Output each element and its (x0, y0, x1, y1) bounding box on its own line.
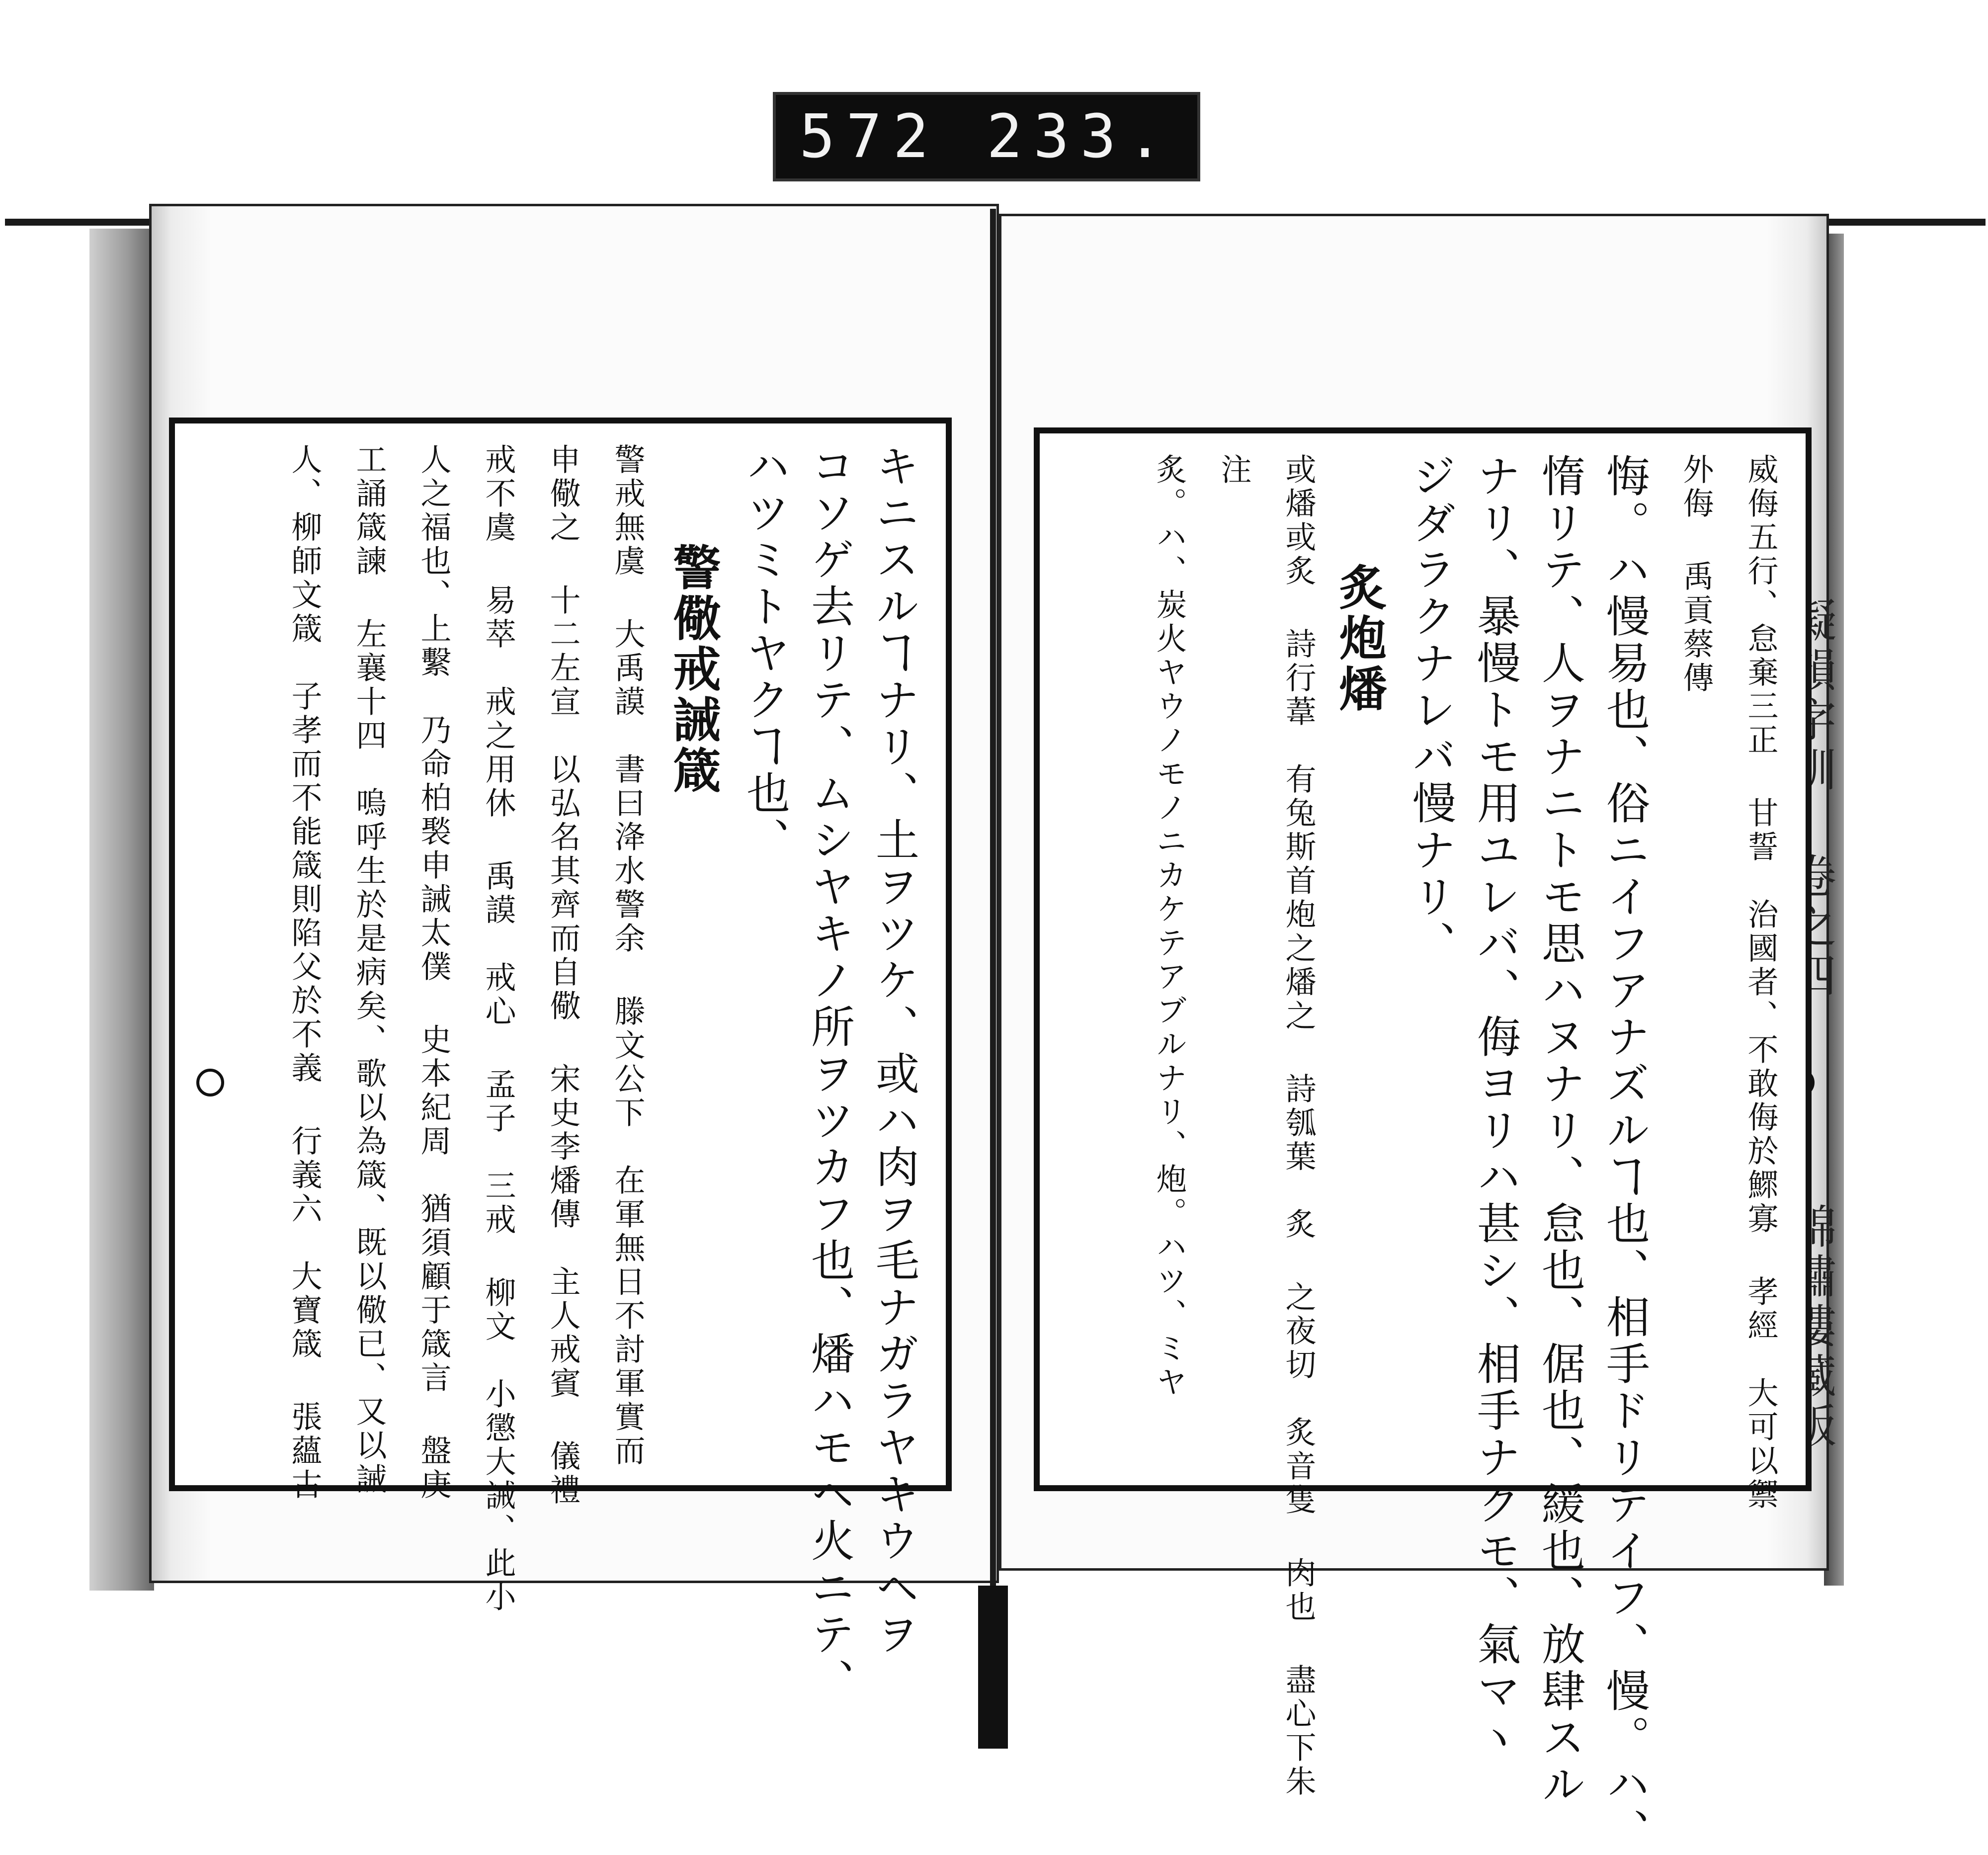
book-spine (990, 209, 996, 1749)
right-col-5: ナリ、暴慢トモ用ユレバ、侮ヨリハ甚シ、相手ナクモ、氣マヽ (1470, 453, 1521, 1762)
left-col-8: 人之福也、上繫 乃命柏褧申誡太僕 史本紀周 猶須顧于箴言 盤庚 (415, 443, 452, 1502)
right-col-10: 炙。ハ、炭火ヤウノモノニカケテアブルナリ、炮。ハツ、ミヤ (1151, 453, 1187, 1400)
call-number-right: 233. (986, 102, 1174, 171)
call-number-left: 572 (799, 102, 940, 171)
left-col-7: 戒不虞 易萃 戒之用休 禹謨 戒心 孟子 三戒 柳文 小懲大誡、此小 (480, 443, 516, 1614)
right-col-6: ジダラクナレバ慢ナリ、 (1406, 453, 1457, 967)
right-text-frame (1034, 427, 1812, 1855)
bookmark-tassel (978, 1586, 1008, 1749)
left-col-3: ハツミトヤクヿ也、 (740, 443, 791, 864)
left-section-heading: 警儆戒誡箴 (665, 543, 722, 796)
right-col-3: 悔。ハ慢易也、俗ニイフアナズルヿ也、相手ドリテイフ、慢。ハ、 (1599, 453, 1651, 1855)
left-col-10: 人、柳師文箴 子孝而不能箴則陷父於不義 行義六 大寶箴 張蘊古 (286, 443, 323, 1502)
book-edge-left (89, 229, 154, 1591)
call-number-label (773, 92, 1200, 181)
left-col-6: 申儆之 十二左宣 以弘名其齊而自儆 宋史李燔傳 主人戒賓 儀禮 (545, 443, 581, 1508)
left-col-5: 警戒無虞 大禹謨 書曰洚水警余 滕文公下 在軍無日不討軍實而 (609, 443, 646, 1468)
right-col-4: 惰リテ、人ヲナニトモ思ハヌナリ、怠也、倨也、緩也、放肆スル (1535, 453, 1586, 1808)
left-col-9: 工誦箴諫 左襄十四 嗚呼生於是病矣、歌以為箴、既以儆已、又以誡 (351, 443, 387, 1497)
right-col-8: 或燔或炙 詩行葦 有兔斯首炮之燔之 詩瓠葉 炙 之夜切 炙音隻 肉也 盡心下朱 (1280, 453, 1317, 1799)
left-col-2: コソゲ去リテ、ムシヤキノ所ヲツカフ也、燔ハモヘ火ニテ、 (804, 443, 855, 1705)
left-text-frame (169, 418, 952, 1705)
right-col-2: 外侮 禹貢蔡傳 (1678, 453, 1714, 695)
right-col-9: 注 (1216, 453, 1252, 487)
fish-tail-mark-left (196, 1069, 224, 1096)
left-col-1: キニスルヿナリ、土ヲツケ、或ハ肉ヲ毛ナガラヤキウヘヲ (869, 443, 920, 1658)
right-col-1: 威侮五行、怠棄三正 甘誓 治國者、不敢侮於鰥寡 孝經 大可以禦 (1742, 453, 1779, 1512)
right-section-heading: 炙炮燔 (1331, 563, 1388, 715)
